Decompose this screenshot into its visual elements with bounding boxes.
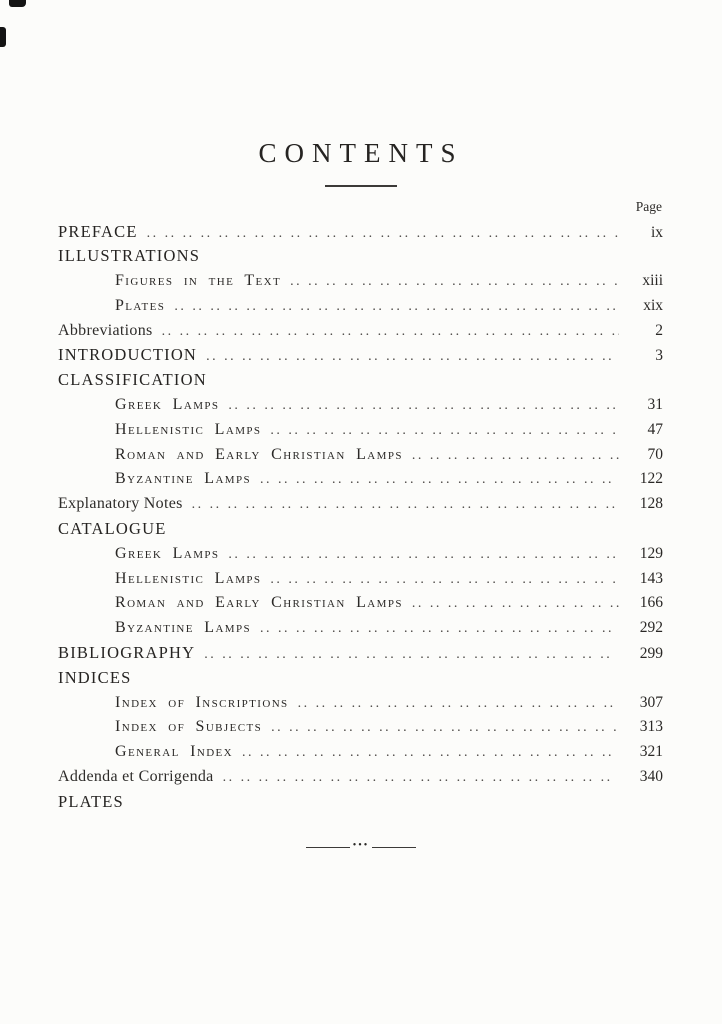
dot-leader	[228, 394, 619, 419]
toc-entry-page: 122	[639, 470, 663, 488]
dot-leader	[260, 617, 619, 642]
toc-entry-label: Hellenistic Lamps	[115, 420, 262, 438]
toc-entry	[58, 319, 663, 344]
toc-entry	[58, 616, 663, 641]
toc-entry-page: 2	[655, 321, 663, 339]
toc-entry-page: 166	[639, 594, 663, 612]
dot-leader	[412, 592, 619, 617]
toc-entry-page: 31	[647, 396, 663, 414]
ornament-rule-left	[306, 847, 350, 849]
ornament-rule-right	[372, 847, 416, 849]
toc-entry	[58, 492, 663, 517]
toc-entry-label: Addenda et Corrigenda	[58, 768, 214, 786]
toc-entry	[58, 368, 663, 393]
toc-entry	[58, 269, 663, 294]
toc-entry-page: ix	[650, 223, 663, 241]
toc-entry	[58, 691, 663, 716]
toc-entry-label: Byzantine Lamps	[115, 619, 252, 637]
toc-entry	[58, 740, 663, 765]
toc-entry	[58, 641, 663, 666]
toc-entry-label: INDICES	[58, 667, 132, 687]
toc-entry-label: Figures in the Text	[115, 272, 282, 290]
dot-leader	[223, 766, 619, 791]
toc-entry-page: 128	[639, 495, 663, 513]
dot-leader	[162, 320, 619, 345]
toc-entry	[58, 220, 663, 245]
dot-leader	[242, 741, 619, 766]
page-title: CONTENTS	[258, 138, 464, 168]
toc-entry	[58, 443, 663, 468]
dot-leader	[260, 468, 619, 493]
dot-leader	[174, 295, 619, 320]
dot-leader	[192, 493, 619, 518]
dot-leader	[271, 716, 619, 741]
toc-entry-page: xix	[643, 296, 663, 314]
toc-entry-label: Roman and Early Christian Lamps	[115, 594, 403, 612]
toc-entry-label: Abbreviations	[58, 321, 153, 339]
toc-entry-page: 299	[639, 645, 663, 663]
toc-entry	[58, 715, 663, 740]
page-column-header: Page	[635, 198, 662, 214]
toc-entry-label: General Index	[115, 743, 234, 761]
toc-list	[58, 220, 663, 815]
toc-entry-label: BIBLIOGRAPHY	[58, 643, 196, 663]
toc-entry-page: 292	[639, 619, 663, 637]
toc-entry-label: INTRODUCTION	[58, 345, 198, 365]
toc-entry-label: Index of Subjects	[115, 718, 263, 736]
toc-entry-page: 307	[639, 693, 663, 711]
dot-leader	[290, 270, 619, 295]
toc-entry	[58, 517, 663, 542]
dot-leader	[270, 568, 619, 593]
dot-leader	[206, 345, 619, 370]
toc-entry-label: PREFACE	[58, 221, 138, 241]
toc-entry	[58, 343, 663, 368]
title-rule	[325, 185, 397, 187]
toc-entry-page: 47	[647, 420, 663, 438]
scan-artifact	[0, 27, 6, 47]
toc-entry	[58, 244, 663, 269]
toc-entry-label: CLASSIFICATION	[58, 370, 207, 390]
toc-entry-label: Greek Lamps	[115, 396, 220, 414]
dot-leader	[147, 222, 619, 247]
toc-entry-page: 3	[655, 347, 663, 365]
toc-entry	[58, 790, 663, 815]
ornament-dots: •••	[352, 839, 370, 851]
scan-artifact	[9, 0, 26, 7]
dot-leader	[228, 543, 619, 568]
toc-entry	[58, 294, 663, 319]
toc-entry-label: Hellenistic Lamps	[115, 569, 262, 587]
toc-entry-label: Index of Inscriptions	[115, 693, 289, 711]
toc-entry-label: Plates	[115, 296, 166, 314]
dot-leader	[298, 692, 619, 717]
toc-entry-page: xiii	[642, 272, 663, 290]
dot-leader	[412, 444, 619, 469]
toc-entry-label: PLATES	[58, 791, 124, 811]
end-ornament	[0, 839, 722, 851]
toc-entry	[58, 765, 663, 790]
toc-entry-label: Byzantine Lamps	[115, 470, 252, 488]
toc-entry-label: Roman and Early Christian Lamps	[115, 445, 403, 463]
dot-leader	[270, 419, 619, 444]
toc-entry-page: 129	[639, 544, 663, 562]
toc-entry-page: 340	[639, 768, 663, 786]
toc-entry-page: 321	[639, 743, 663, 761]
toc-entry	[58, 567, 663, 592]
toc-entry	[58, 542, 663, 567]
toc-entry-label: CATALOGUE	[58, 519, 167, 539]
toc-entry	[58, 393, 663, 418]
toc-entry-label: Explanatory Notes	[58, 495, 183, 513]
toc-entry-page: 313	[639, 718, 663, 736]
toc-entry-label: ILLUSTRATIONS	[58, 246, 201, 266]
toc-entry-label: Greek Lamps	[115, 544, 220, 562]
toc-entry	[58, 418, 663, 443]
dot-leader	[204, 643, 619, 668]
toc-entry-page: 70	[647, 445, 663, 463]
toc-entry	[58, 666, 663, 691]
toc-entry	[58, 591, 663, 616]
toc-entry-page: 143	[639, 569, 663, 587]
toc-entry	[58, 467, 663, 492]
